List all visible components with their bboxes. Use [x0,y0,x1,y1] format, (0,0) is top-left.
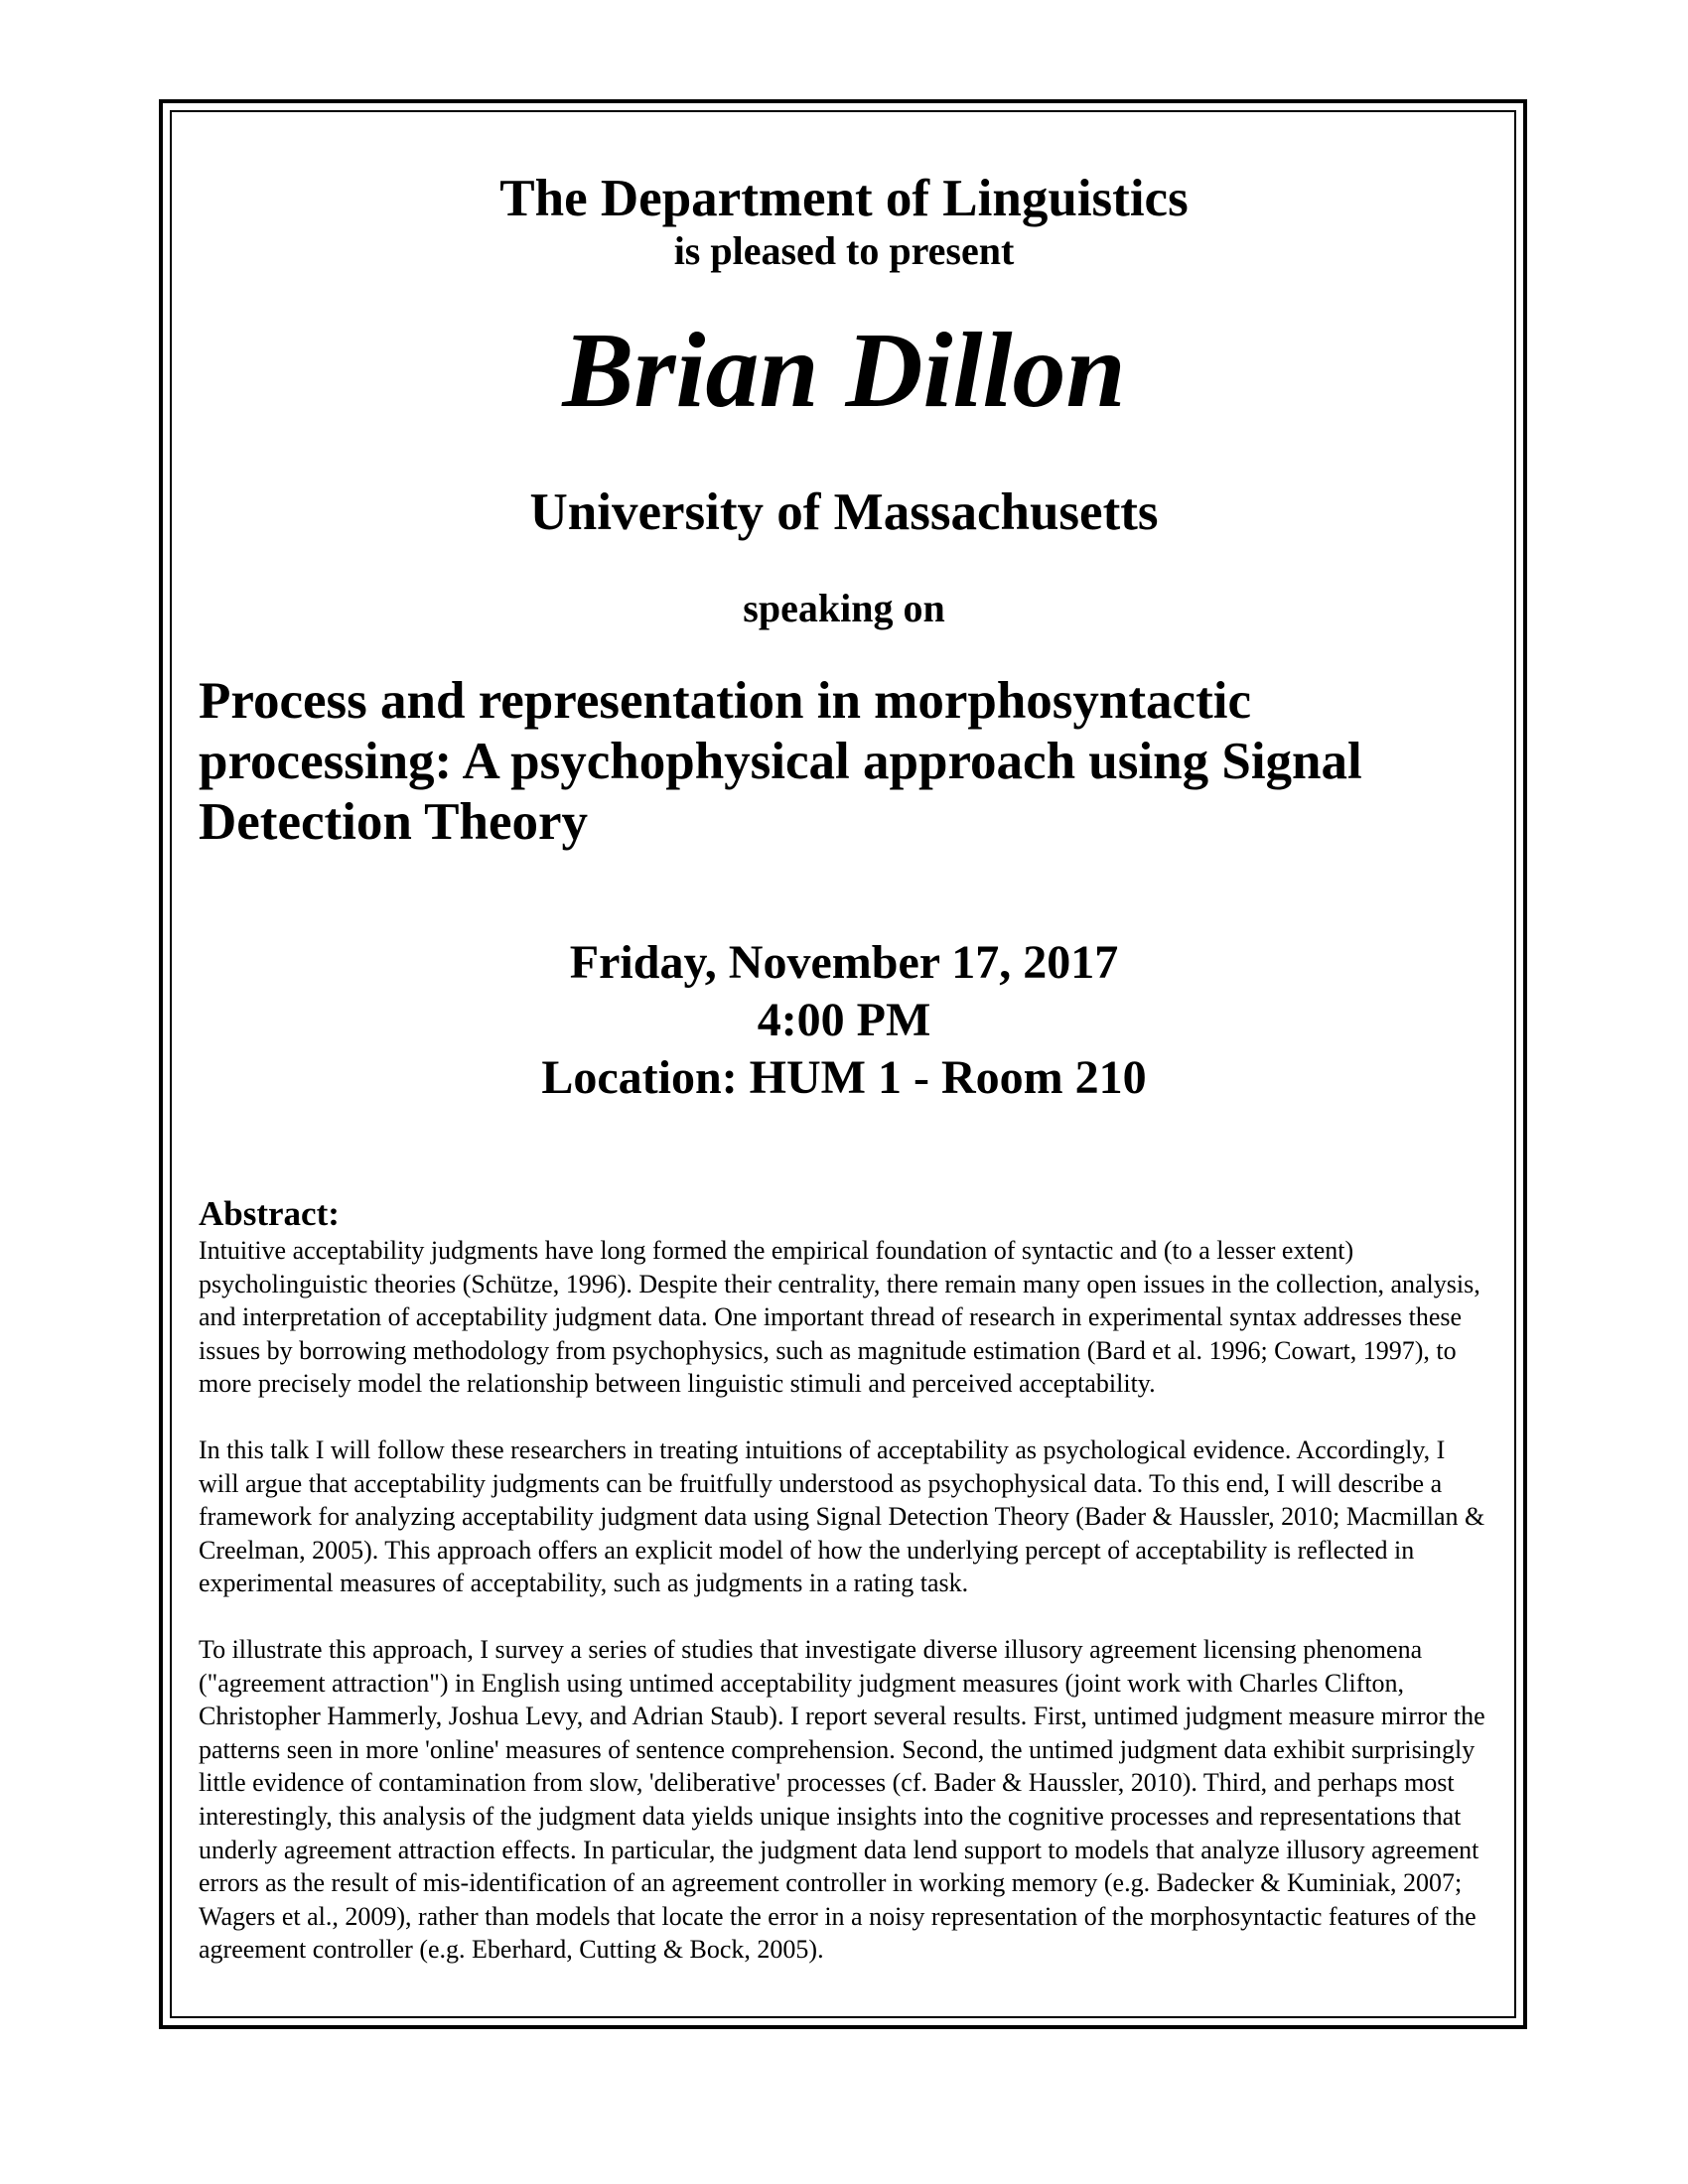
flyer-content [199,169,1489,1967]
abstract-paragraph-2: In this talk I will follow these researchers in treating intuitions of acceptability as psychological evidence. Accordingly, I will argue that acceptability judgments can be fruitfully understood as psychophysical data. To this end, I will describe a framework for analyzing acceptability judgment data using Signal Detection Theory (Bader & Haussler, 2010; Macmillan & Creelman, 2005). This approach offers an explicit model of how the underlying percept of acceptability is reflected in experimental measures of acceptability, such as judgments in a rating task. [199,1434,1485,1598]
abstract-heading: Abstract: [199,1194,340,1233]
speaker-name: Brian Dillon [562,312,1126,430]
event-details [199,934,1489,1107]
abstract-paragraph-1: Intuitive acceptability judgments have long formed the empirical foundation of syntactic and (to a lesser extent) psycholinguistic theories (Schütze, 1996). Despite their centrality, there remain many open issues in the collection, analysis, and interpretation of acceptability judgment data. One important thread of research in experimental syntax addresses these issues by borrowing methodology from psychophysics, such as magnitude estimation (Bard et al. 1996; Cowart, 1997), to more precisely model the relationship between linguistic stimuli and perceived acceptability. [199,1236,1480,1399]
speaking-on-line: speaking on [743,586,945,630]
event-date: Friday, November 17, 2017 [569,936,1119,989]
event-time: 4:00 PM [757,994,931,1046]
department-heading: The Department of Linguistics [499,170,1189,227]
abstract-paragraph-3: To illustrate this approach, I survey a series of studies that investigate diverse illusory agreement licensing phenomena ("agreement attraction") in English using untimed acceptability judgment measures (joint work with Charles Clifton, Christopher Hammerly, Joshua Levy, and Adrian Staub). I report several results. First, untimed judgment measure mirror the patterns seen in more 'online' measures of sentence comprehension. Second, the untimed judgment data exhibit surprisingly little evidence of contamination from slow, 'deliberative' processes (cf. Bader & Haussler, 2010). Third, and perhaps most interestingly, this analysis of the judgment data yields unique insights into the cognitive processes and representations that underly agreement attraction effects. In particular, the judgment data lend support to models that analyze illusory agreement errors as the result of mis-identification of an agreement controller in working memory (e.g. Badecker & Kuminiak, 2007; Wagers et al., 2009), rather than models that locate the error in a noisy representation of the morphosyntactic features of the agreement controller (e.g. Eberhard, Cutting & Bock, 2005). [199,1634,1485,1965]
talk-title: Process and representation in morphosyntactic processing: A psychophysical approach using Signal Detection Theory [199,672,1362,851]
event-location: Location: HUM 1 - Room 210 [541,1051,1147,1104]
speaker-affiliation: University of Massachusetts [529,483,1159,541]
presents-line: is pleased to present [673,228,1015,273]
